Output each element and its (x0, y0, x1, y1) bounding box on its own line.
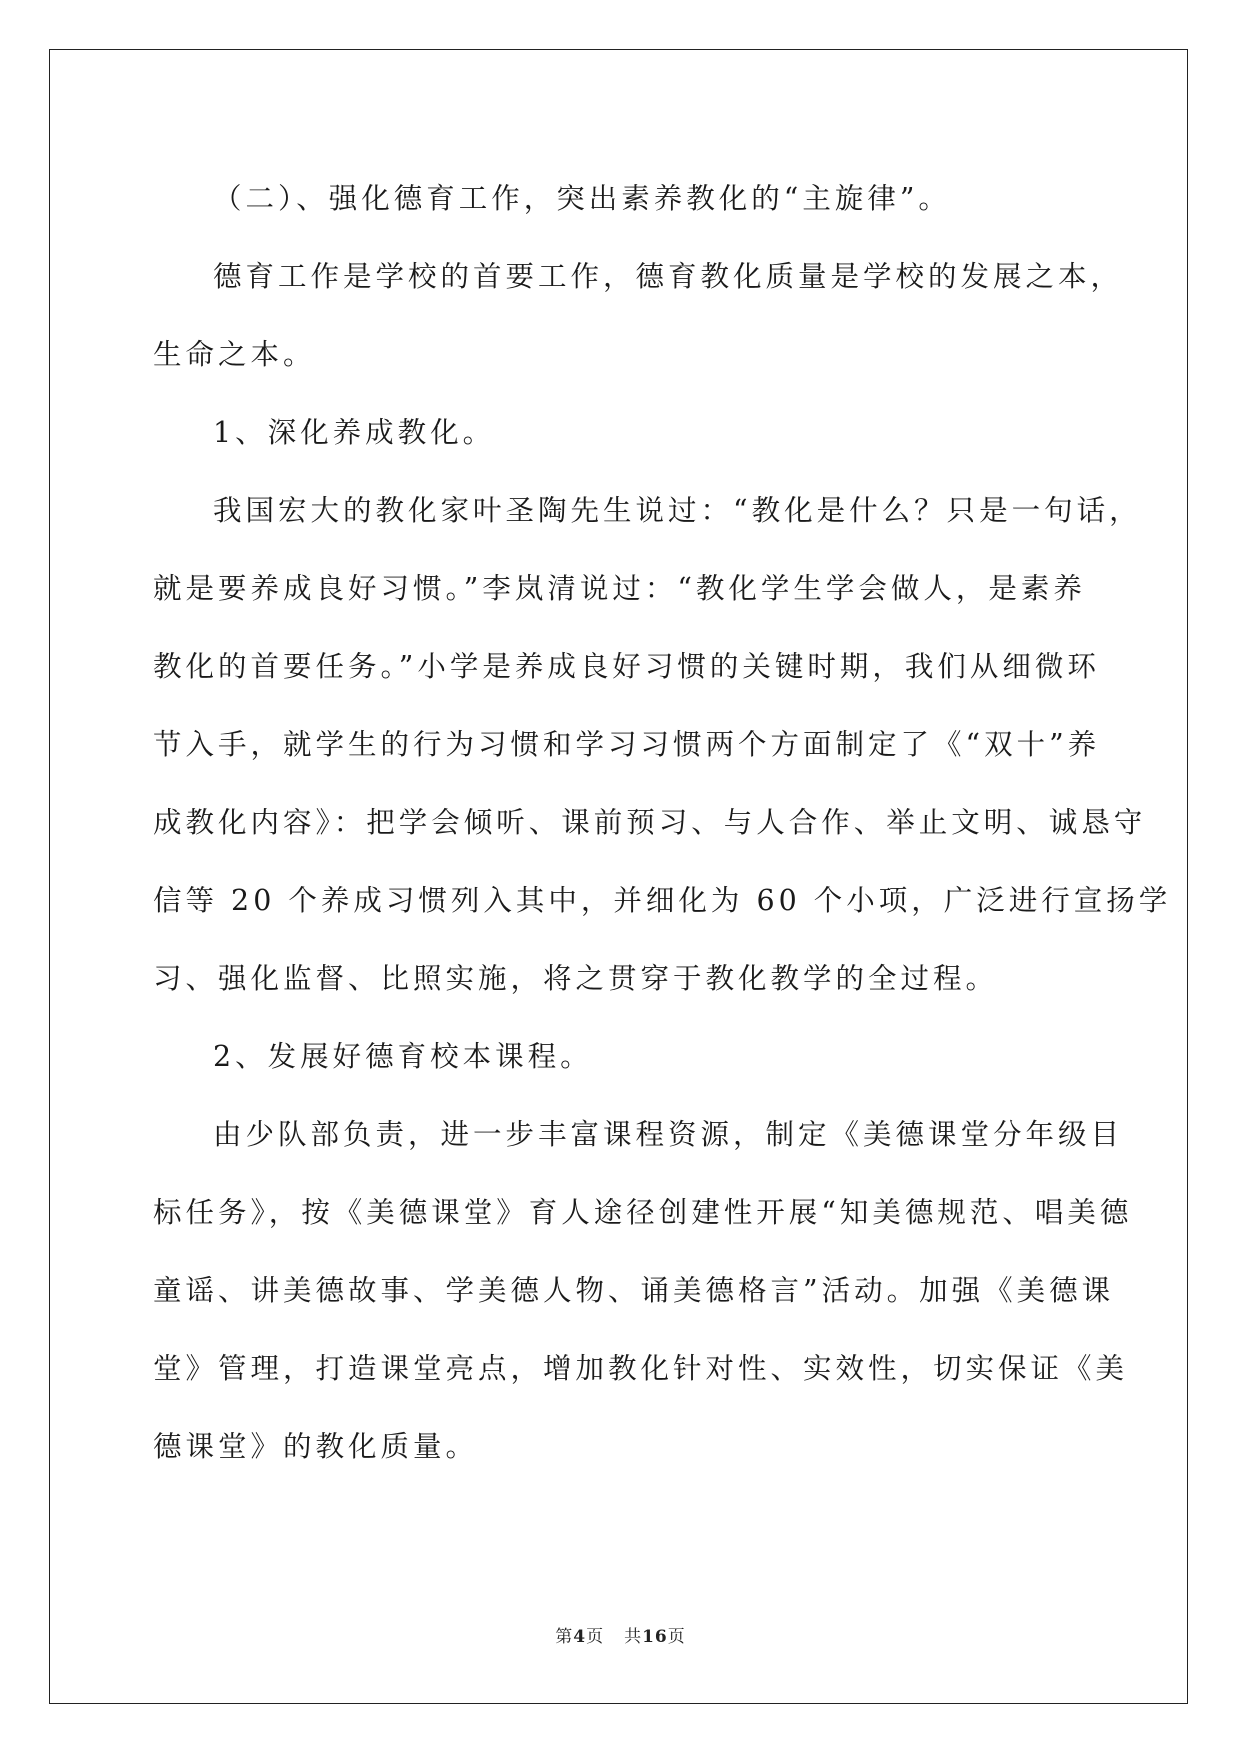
paragraph-line: 德育工作是学校的首要工作，德育教化质量是学校的发展之本， (213, 260, 1124, 293)
total-prefix: 共 (624, 1627, 643, 1647)
paragraph-line: 节入手，就学生的行为习惯和学习习惯两个方面制定了《“双十”养 (153, 728, 1101, 761)
paragraph-line: 德课堂》的教化质量。 (153, 1430, 479, 1463)
document-body (153, 160, 1172, 1486)
paragraph-line: 成教化内容》：把学会倾听、课前预习、与人合作、举止文明、诚恳守 (153, 806, 1147, 839)
page-number: 4 (573, 1627, 587, 1647)
paragraph-line: 标任务》，按《美德课堂》育人途径创建性开展“知美德规范、唱美德 (153, 1196, 1133, 1229)
total-pages: 16 (642, 1627, 668, 1647)
total-suffix: 页 (667, 1627, 686, 1647)
page-suffix: 页 (586, 1627, 605, 1647)
paragraph-line: 生命之本。 (153, 338, 316, 371)
page-prefix: 第 (555, 1627, 574, 1647)
paragraph-line: 教化的首要任务。”小学是养成良好习惯的关键时期，我们从细微环 (153, 650, 1100, 683)
page-footer (0, 1622, 1241, 1647)
subsection-heading: 1、深化养成教化。 (213, 416, 496, 449)
paragraph-line: 童谣、讲美德故事、学美德人物、诵美德格言”活动。加强《美德课 (153, 1274, 1115, 1307)
paragraph-line: 由少队部负责，进一步丰富课程资源，制定《美德课堂分年级目 (213, 1118, 1124, 1151)
section-heading: （二）、强化德育工作，突出素养教化的“主旋律”。 (213, 182, 951, 215)
paragraph-line: 信等 20 个养成习惯列入其中，并细化为 60 个小项，广泛进行宣扬学 (153, 884, 1172, 917)
paragraph-line: 就是要养成良好习惯。”李岚清说过：“教化学生学会做人，是素养 (153, 572, 1086, 605)
paragraph-line: 习、强化监督、比照实施，将之贯穿于教化教学的全过程。 (153, 962, 999, 995)
paragraph-line: 堂》管理，打造课堂亮点，增加教化针对性、实效性，切实保证《美 (153, 1352, 1129, 1385)
subsection-heading: 2、发展好德育校本课程。 (213, 1040, 593, 1073)
paragraph-line: 我国宏大的教化家叶圣陶先生说过：“教化是什么？只是一句话， (213, 494, 1142, 527)
